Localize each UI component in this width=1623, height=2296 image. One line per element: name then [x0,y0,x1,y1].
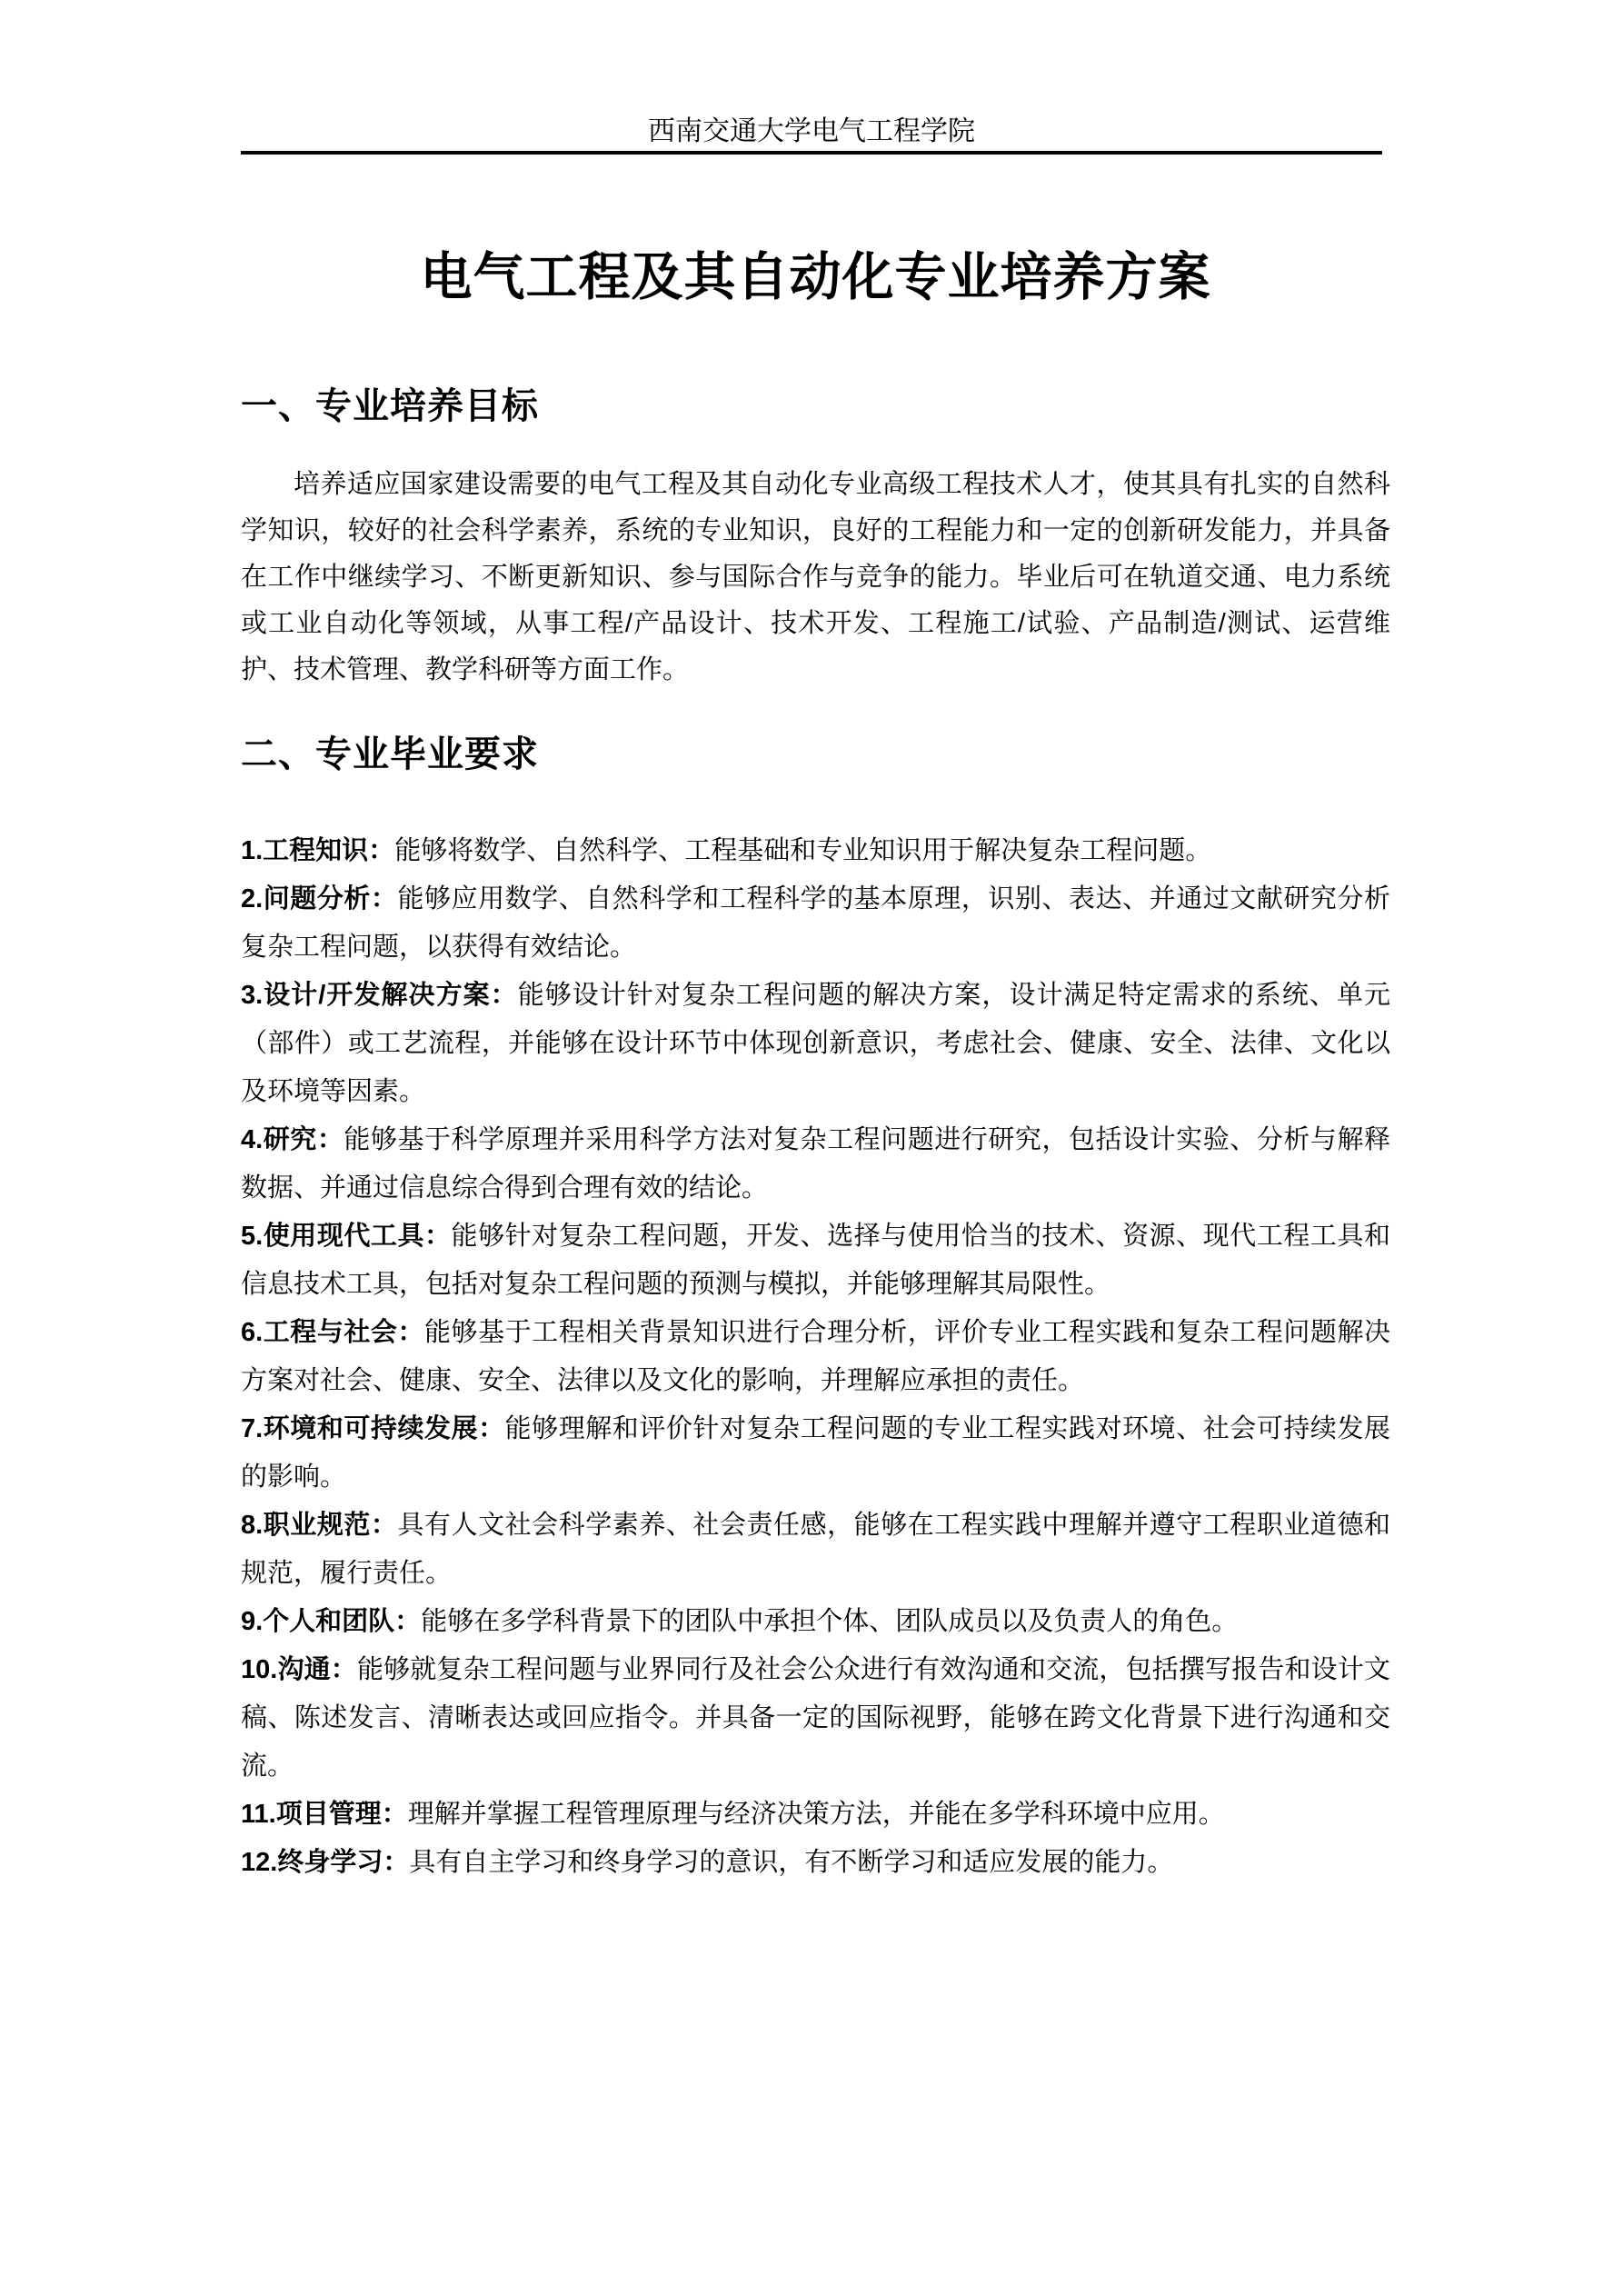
requirement-item-4 [241,1116,1390,1213]
requirement-item-3 [241,972,1390,1116]
requirement-label: 3.设计/开发解决方案： [241,981,518,1011]
section-heading-graduation-requirements: 二、专业毕业要求 [241,734,539,775]
requirement-label: 4.研究： [241,1125,344,1155]
requirement-label: 6.工程与社会： [241,1318,424,1348]
requirement-label: 7.环境和可持续发展： [241,1414,505,1444]
requirement-text: 具有自主学习和终身学习的意识，有不断学习和适应发展的能力。 [409,1848,1174,1878]
section-heading-training-objectives: 一、专业培养目标 [241,386,539,426]
requirement-item-9 [241,1598,1390,1646]
training-objectives-paragraph: 培养适应国家建设需要的电气工程及其自动化专业高级工程技术人才，使其具有扎实的自然科学知识，较好的社会科学素养，系统的专业知识，良好的工程能力和一定的创新研发能力，并具备在工作中继续学习、不断更新知识、参与国际合作与竞争的能力。毕业后可在轨道交通、电力系统或工业自动化等领域，从事工程/产品设计、技术开发、工程施工/试验、产品制造/测试、运营维护、技术管理、教学科研等方面工作。 [241,470,1390,685]
requirement-label: 8.职业规范： [241,1511,398,1541]
requirement-item-12 [241,1839,1390,1887]
requirement-text: 能够将数学、自然科学、工程基础和专业知识用于解决复杂工程问题。 [394,836,1212,866]
running-header [241,116,1382,155]
requirement-label: 11.项目管理： [241,1800,408,1830]
requirement-text: 能够基于科学原理并采用科学方法对复杂工程问题进行研究，包括设计实验、分析与解释数据、并通过信息综合得到合理有效的结论。 [241,1125,1390,1203]
requirement-text: 能够应用数学、自然科学和工程科学的基本原理，识别、表达、并通过文献研究分析复杂工程问题，以获得有效结论。 [241,884,1390,963]
institution-name: 西南交通大学电气工程学院 [648,116,975,146]
requirement-label: 2.问题分析： [241,884,398,914]
requirement-item-6 [241,1309,1390,1405]
requirement-item-5 [241,1213,1390,1309]
requirement-label: 10.沟通： [241,1655,357,1685]
requirement-item-1 [241,827,1390,875]
requirement-text: 理解并掌握工程管理原理与经济决策方法，并能在多学科环境中应用。 [407,1800,1225,1830]
requirement-item-11 [241,1791,1390,1839]
requirement-text: 能够针对复杂工程问题，开发、选择与使用恰当的技术、资源、现代工程工具和信息技术工具，包括对复杂工程问题的预测与模拟，并能够理解其局限性。 [241,1222,1390,1300]
requirement-item-8 [241,1502,1390,1598]
requirement-item-10 [241,1646,1390,1791]
requirement-text: 能够就复杂工程问题与业界同行及社会公众进行有效沟通和交流，包括撰写报告和设计文稿、陈述发言、清晰表达或回应指令。并具备一定的国际视野，能够在跨文化背景下进行沟通和交流。 [241,1655,1390,1782]
requirement-text: 能够理解和评价针对复杂工程问题的专业工程实践对环境、社会可持续发展的影响。 [241,1414,1390,1492]
requirement-text: 能够在多学科背景下的团队中承担个体、团队成员以及负责人的角色。 [421,1607,1239,1637]
requirements-list [241,827,1390,1887]
requirement-label: 5.使用现代工具： [241,1222,452,1252]
requirement-label: 9.个人和团队： [241,1607,422,1637]
document-body [241,241,1390,1887]
requirement-text: 能够基于工程相关背景知识进行合理分析，评价专业工程实践和复杂工程问题解决方案对社会、健康、安全、法律以及文化的影响，并理解应承担的责任。 [241,1318,1390,1396]
document-title: 电气工程及其自动化专业培养方案 [420,248,1211,306]
requirement-item-2 [241,875,1390,972]
requirement-text: 能够设计针对复杂工程问题的解决方案，设计满足特定需求的系统、单元（部件）或工艺流程，并能够在设计环节中体现创新意识，考虑社会、健康、安全、法律、文化以及环境等因素。 [241,981,1390,1107]
requirement-item-7 [241,1405,1390,1502]
requirement-label: 12.终身学习： [241,1848,410,1878]
requirement-label: 1.工程知识： [241,836,395,866]
requirement-text: 具有人文社会科学素养、社会责任感，能够在工程实践中理解并遵守工程职业道德和规范，履行责任。 [241,1511,1390,1589]
